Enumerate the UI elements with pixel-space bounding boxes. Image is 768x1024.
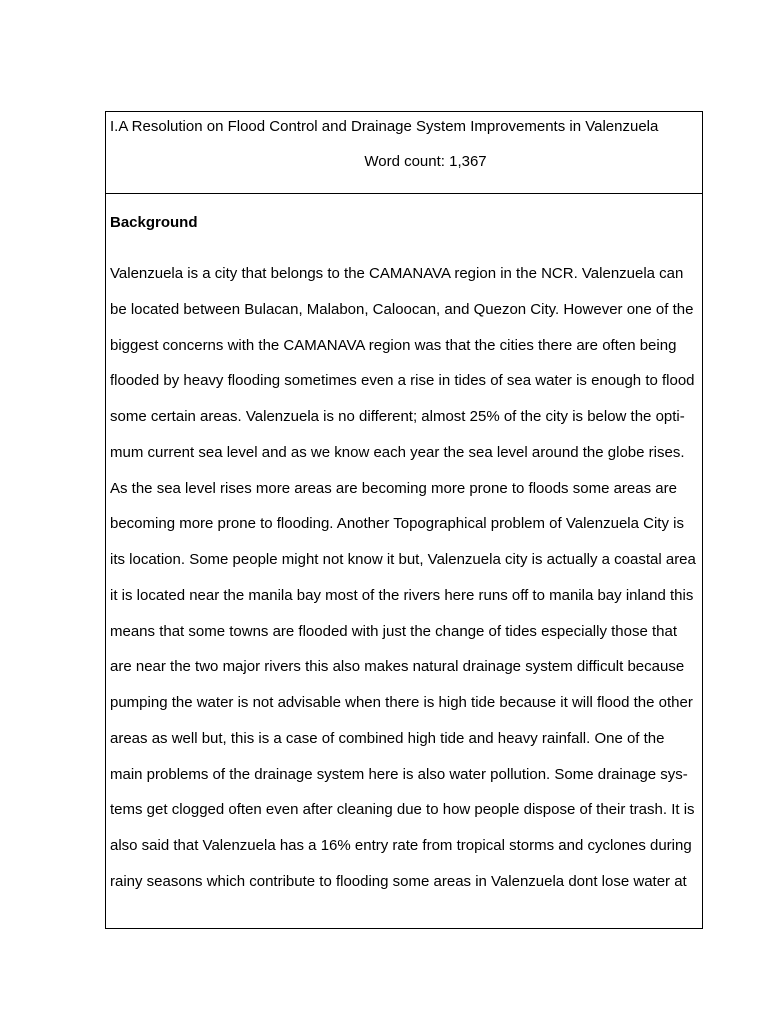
paragraph-line: Valenzuela is a city that belongs to the CAMANAVA region in the NCR. Valenzuela can xyxy=(110,265,684,282)
section-heading: Background xyxy=(110,214,198,231)
document-title: I.A Resolution on Flood Control and Drainage System Improvements in Valenzuela xyxy=(110,118,659,135)
paragraph-line: means that some towns are flooded with just the change of tides especially those that xyxy=(110,622,677,640)
paragraph-line: are near the two major rivers this also makes natural drainage system difficult because xyxy=(110,658,685,676)
paragraph-line: main problems of the drainage system here is also water pollution. Some drainage sys- xyxy=(110,765,688,783)
paragraph-line: be located between Bulacan, Malabon, Caloocan, and Quezon City. However one of the xyxy=(110,300,694,318)
body-paragraph xyxy=(110,265,702,909)
paragraph-line: As the sea level rises more areas are becoming more prone to floods some areas are xyxy=(110,479,677,497)
paragraph-line: also said that Valenzuela has a 16% entry rate from tropical storms and cyclones during xyxy=(110,837,692,854)
document-table xyxy=(105,111,703,929)
paragraph-line: biggest concerns with the CAMANAVA region was that the cities there are often being xyxy=(110,336,677,354)
paragraph-line: mum current sea level and as we know each year the sea level around the globe rises. xyxy=(110,443,685,461)
word-count: Word count: 1,367 xyxy=(364,153,487,170)
paragraph-line: tems get clogged often even after cleaning due to how people dispose of their trash. It is xyxy=(110,801,695,819)
title-cell xyxy=(106,112,702,194)
paragraph-line: becoming more prone to flooding. Another Topographical problem of Valenzuela City is xyxy=(110,515,684,533)
paragraph-line: rainy seasons which contribute to flooding some areas in Valenzuela dont lose water at xyxy=(110,872,687,890)
paragraph-line: pumping the water is not advisable when there is high tide because it will flood the other xyxy=(110,694,693,711)
paragraph-line: areas as well but, this is a case of combined high tide and heavy rainfall. One of the xyxy=(110,729,665,747)
paragraph-line: its location. Some people might not know it but, Valenzuela city is actually a coastal area xyxy=(110,551,696,568)
paragraph-line: some certain areas. Valenzuela is no different; almost 25% of the city is below the opti- xyxy=(110,408,685,425)
paragraph-line: it is located near the manila bay most of the rivers here runs off to manila bay inland this xyxy=(110,586,694,604)
paragraph-line: flooded by heavy flooding sometimes even a rise in tides of sea water is enough to flood xyxy=(110,372,695,390)
